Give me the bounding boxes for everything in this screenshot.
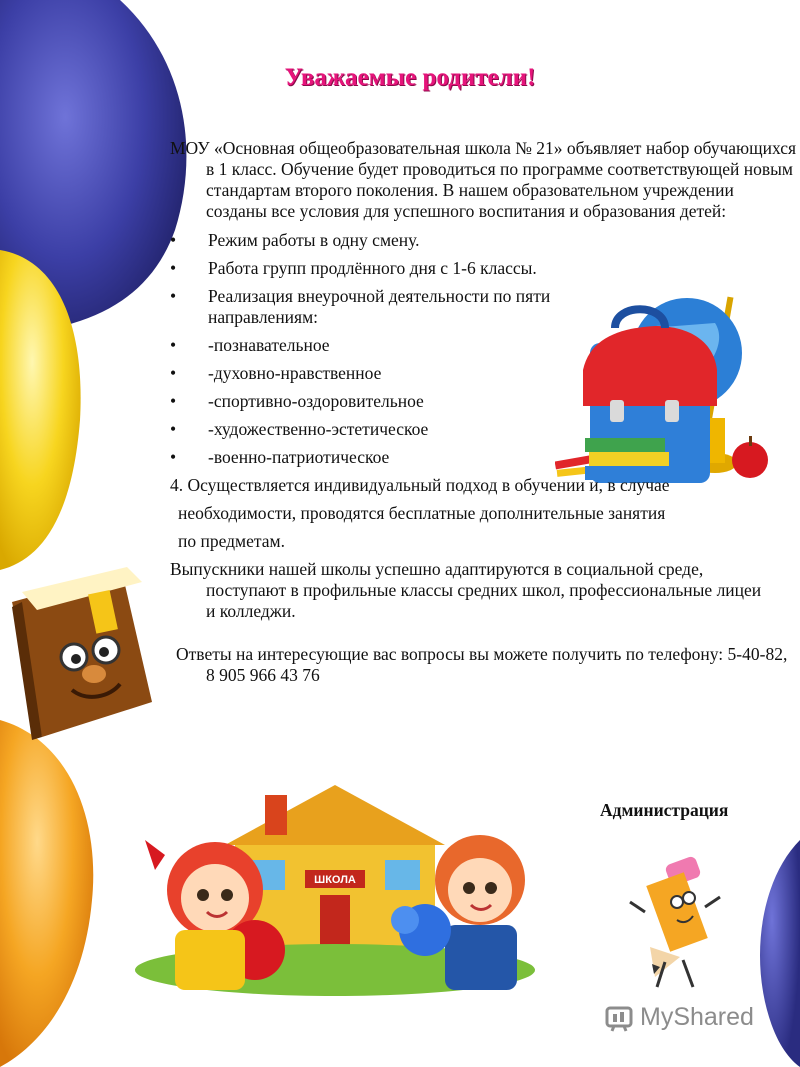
list-item: • -военно-патриотическое: [170, 447, 390, 467]
contact-paragraph: Ответы на интересующие вас вопросы вы можете получить по телефону: 5-40-82, 8 905 966 43 76: [176, 644, 788, 685]
watermark-text: MyShared: [640, 1002, 754, 1031]
signature: Администрация: [600, 800, 729, 820]
item4-line1: 4. Осуществляется индивидуальный подход в обучении и, в случае: [170, 475, 670, 495]
list-item: • -художественно-эстетическое: [170, 419, 429, 439]
features-list: [170, 230, 770, 468]
list-item: • -спортивно-оздоровительное: [170, 391, 424, 411]
announcement-body: [170, 138, 797, 693]
list-item: • -познавательное: [170, 335, 330, 355]
children-school-illustration: [135, 770, 555, 1000]
list-item: • Режим работы в одну смену.: [170, 230, 420, 250]
list-item: • -духовно-нравственное: [170, 363, 382, 383]
pencil-character-illustration: [625, 852, 725, 992]
page-title: Уважаемые родители!: [284, 64, 536, 91]
list-item: • Работа групп продлённого дня с 1-6 классы.: [170, 258, 537, 278]
item4-line2: необходимости, проводятся бесплатные дополнительные занятия: [178, 503, 666, 523]
list-item: • Реализация внеурочной деятельности по пяти направлениям:: [170, 286, 551, 327]
myshared-logo: [604, 1002, 754, 1032]
myshared-logo-icon: [604, 1002, 634, 1032]
bullet-glyph: •: [170, 230, 177, 250]
book-character-illustration: [2, 562, 162, 742]
graduates-paragraph: Выпускники нашей школы успешно адаптируются в социальной среде, поступают в профильные классы средних школ, профессиональные лицеи и колледжи.: [170, 559, 762, 621]
item4-line3: по предметам.: [178, 531, 285, 551]
school-sign: ШКОЛА: [314, 874, 356, 886]
intro-paragraph: МОУ «Основная общеобразовательная школа № 21» объявляет набор обучающихся в 1 класс. Обучение будет проводиться по программе соответствующей новым стандартам второго поколения. В нашем образовательном учреждении созданы все условия для успешного воспитания и образования детей:: [170, 138, 797, 221]
